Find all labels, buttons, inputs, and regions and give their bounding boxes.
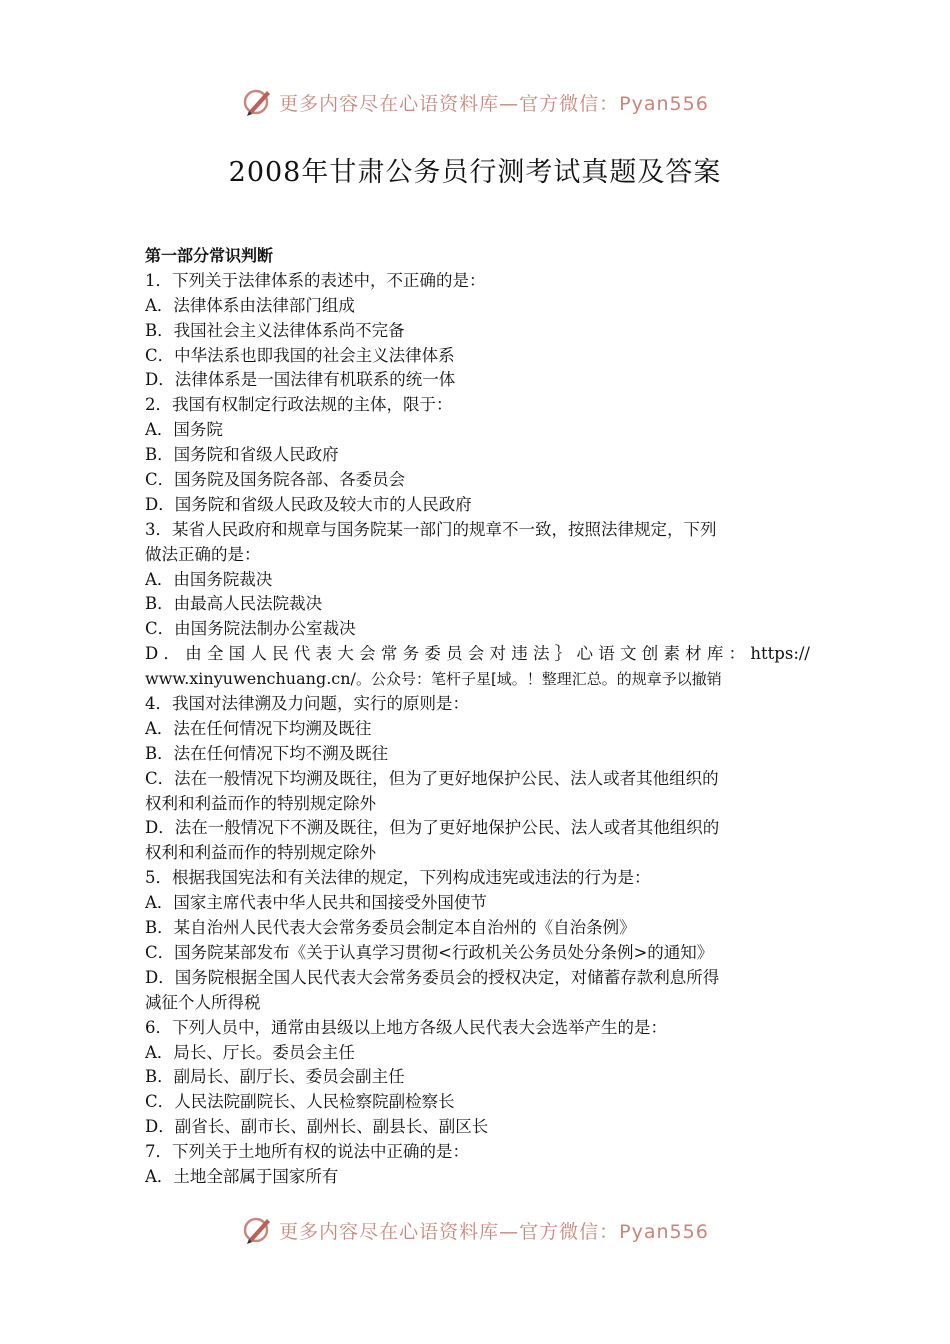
- footer-banner: [0, 1212, 950, 1248]
- text-line: B．国务院和省级人民政府: [145, 445, 339, 465]
- text-line: 3．某省人民政府和规章与国务院某一部门的规章不一致，按照法律规定，下列: [145, 519, 717, 539]
- text-line: D．副省长、副市长、副州长、副县长、副区长: [145, 1117, 489, 1137]
- question-block-2: [145, 692, 810, 1190]
- document-body: [145, 244, 810, 1190]
- text-line: 做法正确的是：: [145, 544, 261, 564]
- text-line: B．由最高人民法院裁决: [145, 594, 323, 614]
- text-line: A．法在任何情况下均溯及既往: [145, 718, 372, 738]
- text-line: D．法在一般情况下不溯及既往，但为了更好地保护公民、法人或者其他组织的: [145, 818, 720, 838]
- footer-banner-text: 更多内容尽在心语资料库—官方微信：Pyan556: [279, 1220, 709, 1243]
- text-line: A．国家主席代表中华人民共和国接受外国使节: [145, 893, 487, 913]
- text-line: 6．下列人员中，通常由县级以上地方各级人民代表大会选举产生的是：: [145, 1017, 667, 1037]
- text-line: 权利和利益而作的特别规定除外: [145, 793, 376, 813]
- text-line: D．国务院根据全国人民代表大会常务委员会的授权决定，对储蓄存款利息所得: [145, 967, 720, 987]
- website-url: www.xinyuwenchuang.cn/: [145, 669, 356, 689]
- text-line: B．法在任何情况下均不溯及既往: [145, 743, 389, 763]
- text-line: C．国务院及国务院各部、各委员会: [145, 470, 406, 490]
- header-banner-text: 更多内容尽在心语资料库—官方微信：Pyan556: [279, 92, 709, 115]
- text-line: 减征个人所得税: [145, 992, 261, 1012]
- text-line: D．国务院和省级人民政及较大市的人民政府: [145, 494, 472, 514]
- section-heading: 第一部分常识判断: [145, 246, 274, 265]
- text-line: C．人民法院副院长、人民检察院副检察长: [145, 1092, 455, 1112]
- text-line: 权利和利益而作的特别规定除外: [145, 843, 376, 863]
- text-line: A．国务院: [145, 420, 223, 440]
- text-line: C．中华法系也即我国的社会主义法律体系: [145, 345, 455, 365]
- pen-logo-icon: [241, 1213, 275, 1247]
- text-line: C．由国务院法制办公室裁决: [145, 619, 356, 639]
- text-line: A．法律体系由法律部门组成: [145, 295, 355, 315]
- text-line: B．某自治州人民代表大会常务委员会制定本自治州的《自治条例》: [145, 918, 636, 938]
- text-line: 4．我国对法律溯及力问题，实行的原则是：: [145, 694, 469, 714]
- text-line: B．副局长、副厅长、委员会副主任: [145, 1067, 405, 1087]
- text-line-watermark-2: [145, 667, 810, 692]
- text-line-watermark: D．由全国人民代表大会常务委员会对违法｝心语文创素材库：https://: [145, 644, 810, 664]
- text-line: C．国务院某部发布《关于认真学习贯彻<行政机关公务员处分条例>的通知》: [145, 942, 714, 962]
- page-title: 2008年甘肃公务员行测考试真题及答案: [228, 157, 722, 188]
- text-line: 1．下列关于法律体系的表述中，不正确的是：: [145, 270, 486, 290]
- text-line: A．土地全部属于国家所有: [145, 1166, 339, 1186]
- text-line: D．法律体系是一国法律有机联系的统一体: [145, 370, 456, 390]
- header-banner: [0, 84, 950, 120]
- text-line: A．由国务院裁决: [145, 569, 273, 589]
- text-line: 5．根据我国宪法和有关法律的规定，下列构成违宪或违法的行为是：: [145, 868, 651, 888]
- text-line: C．法在一般情况下均溯及既往，但为了更好地保护公民、法人或者其他组织的: [145, 768, 719, 788]
- pen-logo-icon: [241, 85, 275, 119]
- text-line: B．我国社会主义法律体系尚不完备: [145, 320, 405, 340]
- text-line: 7．下列关于土地所有权的说法中正确的是：: [145, 1142, 469, 1162]
- question-block-1: [145, 269, 810, 642]
- text-line: A．局长、厅长。委员会主任: [145, 1042, 355, 1062]
- watermark-note: 。公众号：笔杆子星[域。！整理汇总。的规章予以撤销: [355, 670, 722, 689]
- text-line: 2．我国有权制定行政法规的主体，限于：: [145, 395, 453, 415]
